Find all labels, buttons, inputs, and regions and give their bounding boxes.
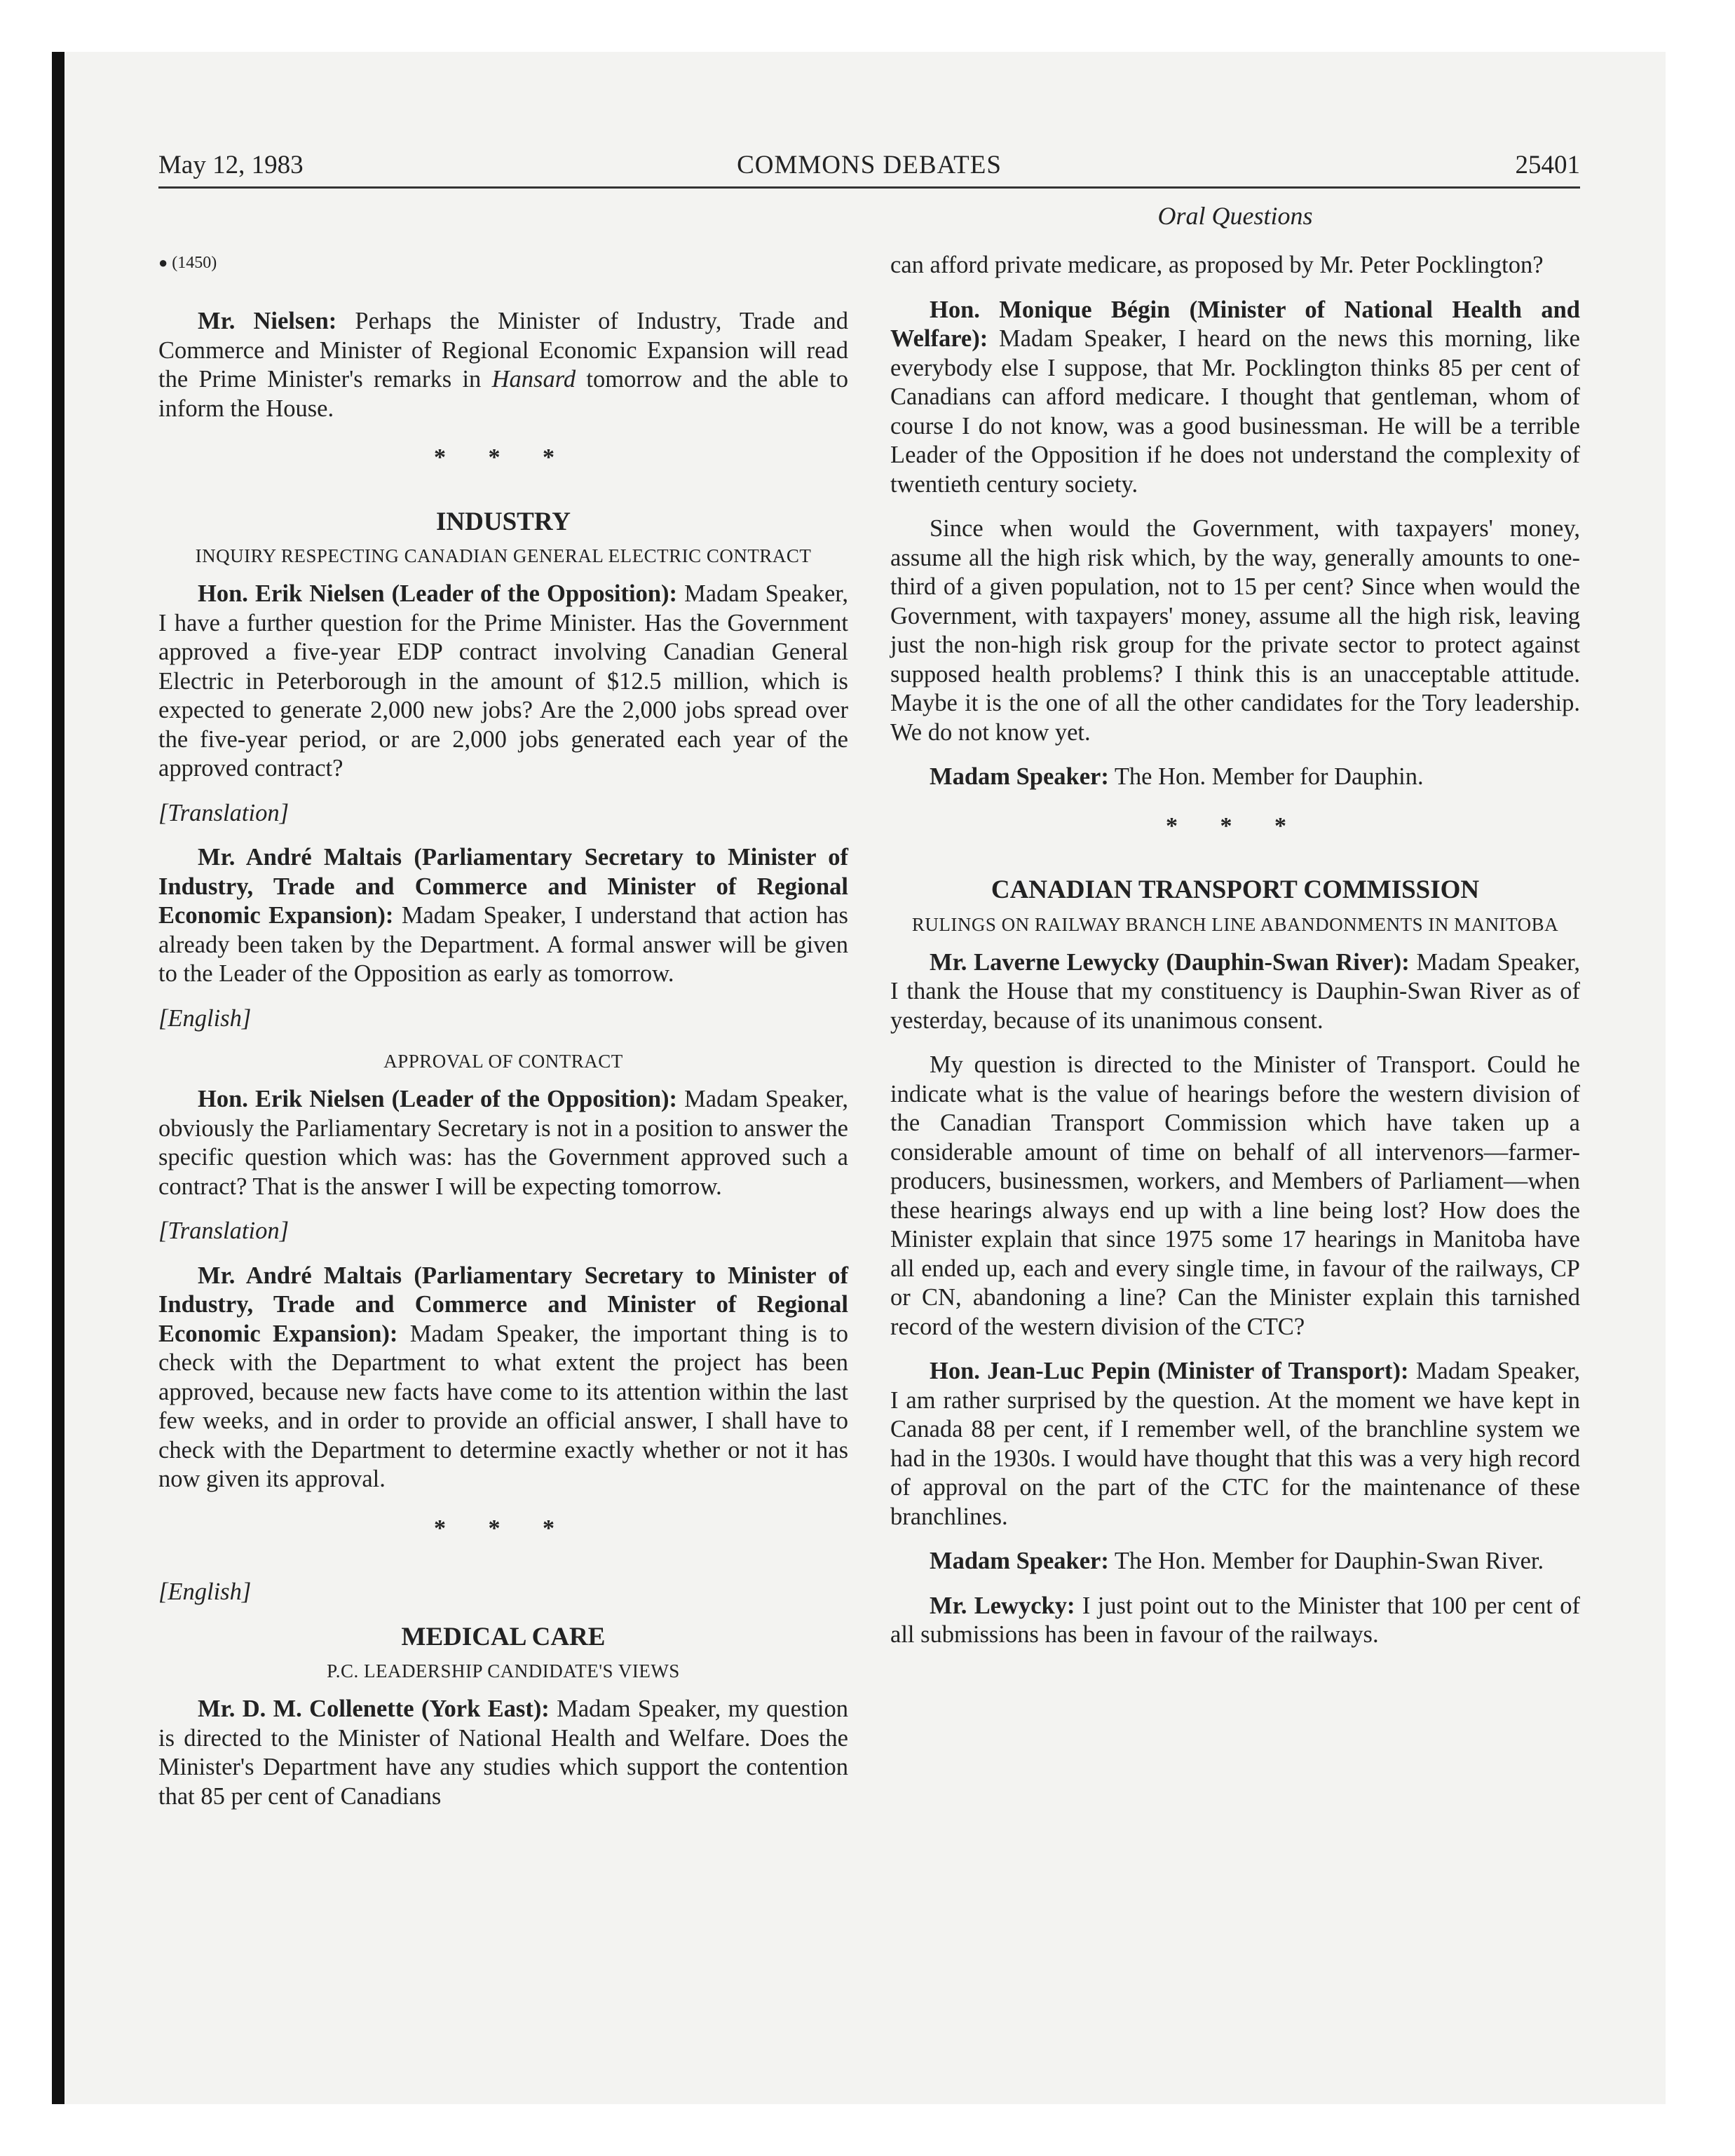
speaker-name: Mr. D. M. Collenette (York East): [198, 1696, 550, 1722]
time-marker-text: (1450) [172, 254, 217, 272]
paragraph [158, 1085, 848, 1201]
language-marker: [English] [158, 1004, 252, 1032]
paragraph-text: Madam Speaker, I understand that action has already been taken by the Department. A formal answer will be given to the Leader of the Opposition as early as tomorrow. [158, 902, 848, 987]
header-title: COMMONS DEBATES [737, 151, 1002, 179]
speaker-name: Mr. Lewycky: [930, 1592, 1075, 1619]
left-column [158, 251, 848, 1827]
language-marker: [Translation] [158, 1217, 289, 1244]
paragraph-text: Madam Speaker, the important thing is to check with the Department to what extent the project has been approved, because new facts have come to its attention within the last few weeks, and in order to provide an official answer, I shall have to check with the Department to determine exactly whether or not it has now given its approval. [158, 1320, 848, 1492]
header-page-number: 25401 [1515, 151, 1580, 179]
section-divider: * * * [1166, 812, 1305, 839]
topic-heading: CANADIAN TRANSPORT COMMISSION [991, 875, 1480, 904]
paragraph-text: Madam Speaker, I heard on the news this morning, like everybody else I suppose, that Mr. Pocklington thinks 85 per cent of Canadians can afford medicare. I thought that gentleman, whom of course I do not know, was a good businessman. He will be a terrible Leader of the Opposition if he does not understand the complexity of twentieth century society. [890, 325, 1580, 498]
paragraph [890, 514, 1580, 747]
section-title: Oral Questions [1157, 202, 1313, 230]
section-divider: * * * [434, 1515, 573, 1541]
paragraph-text: My question is directed to the Minister of Transport. Could he indicate what is the value of hearings before the western division of the Canadian Transport Commission which have taken up a considerable amount of time on behalf of all intervenors—farmer-producers, businessmen, workers, and Members of Parliament—when these hearings always end up with a line being lost? How does the Minister explain that since 1975 some 17 hearings in Manitoba have all ended up, each and every single time, in favour of the railways, CP or CN, abandoning a line? Can the Minister explain this tarnished record of the western division of the CTC? [890, 1051, 1580, 1340]
speaker-name: Madam Speaker: [930, 1548, 1109, 1574]
language-marker: [Translation] [158, 799, 289, 826]
speaker-name: Mr. André Maltais (Parliamentary Secretary to Minister of Industry, Trade and Commerce and Minister of Regional Economic Expansion): [158, 844, 848, 929]
paragraph [158, 307, 848, 423]
speaker-name: Hon. Jean-Luc Pepin (Minister of Transport): [930, 1358, 1409, 1384]
paragraph-text: Madam Speaker, I am rather surprised by the question. At the moment we have kept in Canada 88 per cent, if I remember well, of the branchline system we had in the 1930s. I would have thought that this was a very high record of approval on the part of the CTC for the maintenance of these branchlines. [890, 1358, 1581, 1530]
speaker-name: Mr. Laverne Lewycky (Dauphin-Swan River): [930, 948, 1410, 976]
subtopic-heading: APPROVAL OF CONTRACT [383, 1051, 623, 1072]
section-divider: * * * [434, 444, 573, 470]
paragraph [158, 843, 848, 989]
right-column [890, 251, 1580, 1665]
paragraph-text: Madam Speaker, I thank the House that my constituency is Dauphin-Swan River as of yesterday, because of its unanimous consent. [890, 948, 1581, 1034]
language-marker: [English] [158, 1578, 252, 1605]
paragraph [890, 1357, 1580, 1531]
paragraph-text: Since when would the Government, with taxpayers' money, assume all the high risk which, by the way, generally amounts to one-third of a given population, not to 15 per cent? Since when would the Government, with taxpayers' money, assume all the high risk, leaving just the non-high risk group for the private sector to protect against supposed health problems? I think this is an unacceptable attitude. Maybe it is the one of all the other candidates for the Tory leadership. We do not know yet. [890, 515, 1580, 746]
scan-edge-bar [52, 52, 64, 2104]
paragraph-text: I just point out to the Minister that 100 per cent of all submissions has been in favour of the railways. [890, 1592, 1581, 1648]
subtopic-heading: P.C. LEADERSHIP CANDIDATE'S VIEWS [327, 1660, 680, 1681]
paragraph [890, 1051, 1580, 1342]
speaker-name: Hon. Erik Nielsen (Leader of the Opposition): [198, 1086, 677, 1112]
paragraph [158, 580, 848, 784]
paragraph-text: can afford private medicare, as proposed by Mr. Peter Pocklington? [890, 252, 1544, 278]
speaker-name: Hon. Monique Bégin (Minister of National Health and Welfare): [890, 296, 1580, 352]
paragraph-text: Perhaps the Minister of Industry, Trade and Commerce and Minister of Regional Economic Expansion will read the Prime Minister's remarks in [158, 308, 848, 393]
speaker-name: Madam Speaker: [930, 763, 1109, 790]
subtopic-heading: INQUIRY RESPECTING CANADIAN GENERAL ELECTRIC CONTRACT [195, 545, 812, 566]
italic-term: Hansard [491, 366, 576, 393]
paragraph [890, 948, 1580, 1036]
paragraph [890, 1592, 1580, 1650]
subtopic-heading: RULINGS ON RAILWAY BRANCH LINE ABANDONMENTS IN MANITOBA [911, 913, 1559, 935]
header-date: May 12, 1983 [158, 151, 304, 179]
speaker-name: Mr. André Maltais (Parliamentary Secretary to Minister of Industry, Trade and Commerce and Minister of Regional Economic Expansion): [158, 1262, 848, 1347]
paragraph [890, 1547, 1580, 1576]
time-marker [158, 251, 848, 275]
speaker-name: Mr. Nielsen: [198, 308, 337, 334]
page-header [158, 149, 1580, 189]
paragraph-text: The Hon. Member for Dauphin. [1108, 763, 1424, 790]
paragraph [890, 763, 1580, 792]
topic-heading: MEDICAL CARE [401, 1622, 606, 1651]
bullet-icon: ● [158, 254, 168, 271]
paragraph-text: The Hon. Member for Dauphin-Swan River. [1108, 1548, 1544, 1574]
paragraph-text: Madam Speaker, my question is directed to the Minister of National Health and Welfare. Does the Minister's Department have any studies which support the contention that 85 per cent of Canadians [158, 1696, 848, 1810]
paragraph [158, 1695, 848, 1811]
topic-heading: INDUSTRY [436, 507, 571, 536]
speaker-name: Hon. Erik Nielsen (Leader of the Opposition): [198, 580, 677, 607]
paragraph [158, 1262, 848, 1494]
paragraph-text: tomorrow and the able to inform the House. [158, 366, 848, 422]
paragraph-text: Madam Speaker, I have a further question for the Prime Minister. Has the Government approved a five-year EDP contract involving Canadian General Electric in Peterborough in the amount of $12.5 million, which is expected to generate 2,000 new jobs? Are the 2,000 jobs spread over the five-year period, or are 2,000 jobs generated each year of the approved contract? [158, 580, 848, 782]
paragraph [890, 251, 1580, 280]
paragraph [890, 296, 1580, 500]
paragraph-text: Madam Speaker, obviously the Parliamentary Secretary is not in a position to answer the specific question which was: has the Government approved such a contract? That is the answer I will be expecting tomorrow. [158, 1086, 848, 1200]
